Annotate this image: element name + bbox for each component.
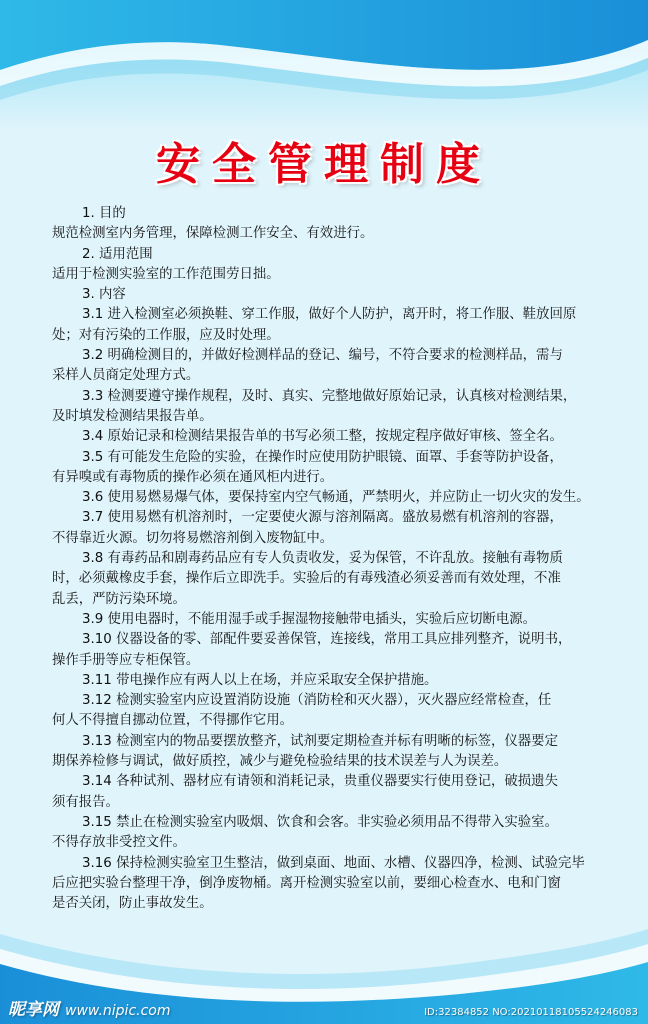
watermark-id: ID:32384852 NO:20210118105524246083	[424, 1007, 638, 1018]
paragraph-line: 3. 内容	[82, 287, 126, 303]
watermark-url: www.nipic.com	[65, 1003, 171, 1019]
paragraph-line: 3.10 仪器设备的零、部配件要妥善保管，连接线，常用工具应排列整齐，说明书，	[82, 632, 572, 648]
paragraph-line: 3.6 使用易燃易爆气体，要保持室内空气畅通，严禁明火，并应防止一切火灾的发生。	[82, 490, 590, 506]
paragraph-3-12	[52, 691, 636, 732]
paragraph-1-body	[52, 224, 636, 244]
paragraph-3-2	[52, 346, 636, 387]
paragraph-3-3	[52, 387, 636, 428]
paragraph-line: 3.3 检测要遵守操作规程，及时、真实、完整地做好原始记录，认真核对检测结果，	[82, 388, 577, 404]
paragraph-3-10	[52, 630, 636, 671]
paragraph-line: 何人不得擅自挪动位置，不得挪作它用。	[52, 713, 294, 729]
paragraph-3-9	[52, 610, 636, 630]
paragraph-line: 3.2 明确检测目的，并做好检测样品的登记、编号，不符合要求的检测样品，需与	[82, 348, 563, 364]
paragraph-line: 须有报告。	[52, 794, 119, 810]
paragraph-line: 3.4 原始记录和检测结果报告单的书写必须工整，按规定程序做好审核、签全名。	[82, 429, 563, 445]
paragraph-line: 有异嗅或有毒物质的操作必须在通风柜内进行。	[52, 469, 334, 485]
paragraph-2	[52, 245, 636, 265]
paragraph-3-8	[52, 549, 636, 610]
paragraph-3-5	[52, 448, 636, 489]
paragraph-line: 3.14 各种试剂、器材应有请领和消耗记录，贵重仪器要实行使用登记，破损遗失	[82, 774, 558, 790]
paragraph-line: 期保养检修与调试，做好质控，减少与避免检验结果的技术误差与人为误差。	[52, 754, 508, 770]
paragraph-line: 3.1 进入检测室必须换鞋、穿工作服，做好个人防护，离开时，将工作服、鞋放回原	[82, 307, 577, 323]
paragraph-line: 后应把实验台整理干净，倒净废物桶。离开检测实验室以前，要细心检查水、电和门窗	[52, 875, 561, 891]
paragraph-line: 规范检测室内务管理，保障检测工作安全、有效进行。	[52, 226, 374, 242]
paragraph-line: 及时填发检测结果报告单。	[52, 408, 213, 424]
paragraph-line: 3.11 带电操作应有两人以上在场，并应采取安全保护措施。	[82, 672, 438, 688]
paragraph-line: 时，必须戴橡皮手套，操作后立即洗手。实验后的有毒残渣必须妥善而有效处理，不准	[52, 571, 561, 587]
paragraph-line: 3.16 保持检测实验室卫生整洁，做到桌面、地面、水槽、仪器四净，检测、试验完毕	[82, 855, 585, 871]
paragraph-3-11	[52, 671, 636, 691]
paragraph-3-13	[52, 732, 636, 773]
paragraph-3-4	[52, 427, 636, 447]
paragraph-line: 3.15 禁止在检测实验室内吸烟、饮食和会客。非实验必须用品不得带入实验室。	[82, 814, 558, 830]
watermark-logo	[8, 995, 171, 1020]
paragraph-line: 不得靠近火源。切勿将易燃溶剂倒入废物缸中。	[52, 530, 334, 546]
paragraph-3	[52, 285, 636, 305]
watermark-logo-text: 昵享网	[8, 1000, 59, 1020]
paragraph-line: 3.7 使用易燃有机溶剂时，一定要使火源与溶剂隔离。盛放易燃有机溶剂的容器，	[82, 510, 563, 526]
page-title: 安全管理制度	[156, 139, 492, 190]
paragraph-3-6	[52, 488, 636, 508]
regulation-body	[52, 204, 636, 914]
paragraph-line: 3.13 检测室内的物品要摆放整齐，试剂要定期检查并标有明晰的标签，仪器要定	[82, 733, 558, 749]
paragraph-line: 3.9 使用电器时，不能用湿手或手握湿物接触带电插头，实验后应切断电源。	[82, 611, 537, 627]
paragraph-line: 2. 适用范围	[82, 246, 153, 262]
paragraph-line: 处；对有污染的工作服，应及时处理。	[52, 327, 280, 343]
paragraph-3-14	[52, 772, 636, 813]
paragraph-line: 3.8 有毒药品和剧毒药品应有专人负责收发，妥为保管，不许乱放。接触有毒物质	[82, 551, 563, 567]
paragraph-line: 3.12 检测实验室内应设置消防设施（消防栓和灭火器），灭火器应经常检查，任	[82, 693, 552, 709]
paragraph-1	[52, 204, 636, 224]
paragraph-line: 采样人员商定处理方式。	[52, 368, 200, 384]
paragraph-line: 3.5 有可能发生危险的实验，在操作时应使用防护眼镜、面罩、手套等防护设备，	[82, 449, 563, 465]
paragraph-line: 是否关闭，防止事故发生。	[52, 896, 213, 912]
paragraph-3-15	[52, 813, 636, 854]
paragraph-3-1	[52, 305, 636, 346]
paragraph-line: 1. 目的	[82, 206, 126, 221]
paragraph-2-body	[52, 265, 636, 285]
paragraph-line: 适用于检测实验室的工作范围劳日拙。	[52, 266, 280, 282]
paragraph-line: 不得存放非受控文件。	[52, 835, 186, 851]
paragraph-line: 乱丢，严防污染环境。	[52, 591, 186, 607]
paragraph-3-7	[52, 508, 636, 549]
paragraph-line: 操作手册等应专柜保管。	[52, 652, 200, 668]
top-wave-decoration	[0, 0, 648, 130]
